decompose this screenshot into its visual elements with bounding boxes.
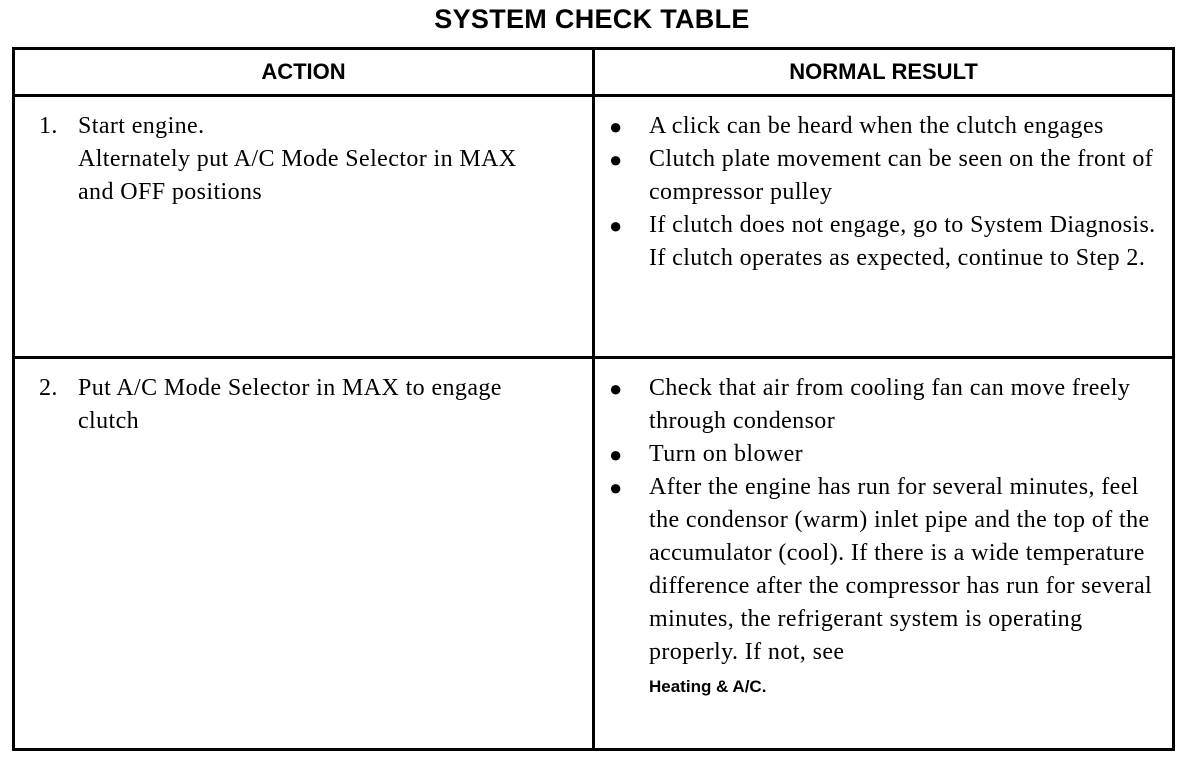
result-bullet-item	[609, 110, 1162, 143]
step-text	[78, 372, 582, 438]
result-bullet-item	[609, 209, 1162, 275]
step-number: 1.	[39, 113, 58, 139]
step-number: 2.	[39, 375, 58, 401]
bullet-icon: ●	[609, 376, 623, 401]
heating-ac-reference: Heating & A/C.	[649, 677, 767, 696]
page-title: SYSTEM CHECK TABLE	[434, 4, 750, 34]
action-line: Alternately put A/C Mode Selector in MAX and OFF positions	[78, 146, 517, 205]
bullet-icon: ●	[609, 147, 623, 172]
step-item	[39, 110, 582, 209]
result-text: Turn on blower	[649, 441, 804, 467]
result-bullet-item	[609, 438, 1162, 471]
column-header-normal-result: NORMAL RESULT	[594, 49, 1174, 96]
step-text	[78, 110, 582, 209]
action-cell	[14, 96, 594, 358]
result-text-block	[649, 471, 1162, 703]
table-row	[14, 358, 1174, 750]
result-cell	[594, 96, 1174, 358]
result-text: After the engine has run for several minutes, feel the condensor (warm) inlet pipe and the top of the accumulator (cool). If there is a wide temperature difference after the compressor has run for several minutes, the refrigerant system is operating properly. If not, see	[649, 474, 1153, 665]
table-header-row	[14, 49, 1174, 96]
result-text: If clutch does not engage, go to System Diagnosis. If clutch operates as expected, continue to Step 2.	[649, 212, 1156, 271]
result-bullet-item	[609, 372, 1162, 438]
action-line: Start engine.	[78, 113, 205, 139]
action-cell	[14, 358, 594, 750]
column-header-action: ACTION	[14, 49, 594, 96]
bullet-icon: ●	[609, 475, 623, 500]
table-row	[14, 96, 1174, 358]
bullet-icon: ●	[609, 213, 623, 238]
result-bullet-item	[609, 143, 1162, 209]
result-cell	[594, 358, 1174, 750]
bullet-icon: ●	[609, 114, 623, 139]
system-check-table	[12, 47, 1175, 751]
step-item	[39, 372, 582, 438]
result-text: Clutch plate movement can be seen on the front of compressor pulley	[649, 146, 1154, 205]
result-text: A click can be heard when the clutch engages	[649, 113, 1104, 139]
bullet-icon: ●	[609, 442, 623, 467]
result-bullet-item	[609, 471, 1162, 703]
result-text: Check that air from cooling fan can move freely through condensor	[649, 375, 1131, 434]
action-line: Put A/C Mode Selector in MAX to engage clutch	[78, 375, 502, 434]
